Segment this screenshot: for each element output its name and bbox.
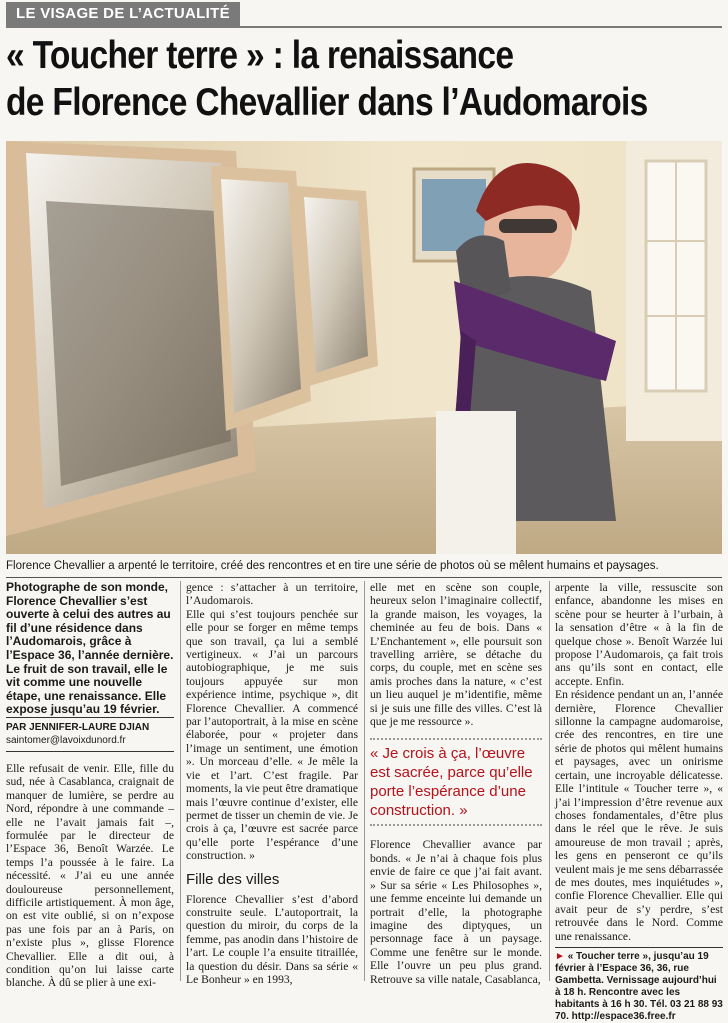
caption-rule xyxy=(6,577,722,578)
author-email[interactable]: saintomer@lavoixdunord.fr xyxy=(6,734,174,752)
article-column-2 xyxy=(186,581,358,986)
arrow-icon: ► xyxy=(555,950,565,962)
body-paragraph: elle met en scène son couple, heureux selon l’imaginaire collectif, la grande maison, les voyages, la cheminée au feu de bois. Dans « L’Enchantement », elle poursuit son travelling arrière, se détache du corps, du couple, met en scène ses amis proches dans la nature, « c’est un lieu auquel je m’identifie, même si je suis une fille des villes. C’est là que je me ressource ». xyxy=(370,581,542,729)
article-photo xyxy=(6,141,722,554)
section-tag: LE VISAGE DE L’ACTUALITÉ xyxy=(6,2,240,26)
event-info-text: « Toucher terre », jusqu’au 19 février à l’Espace 36, 36, rue Gambetta. Vernissage aujourd’hui à 18 h. Rencontre avec les habitants à 16 h 30. Tél. 03 21 88 93 70. http://espace36.free.fr xyxy=(555,950,723,1022)
body-paragraph: Florence Chevallier avance par bonds. « Je n’ai à chaque fois plus envie de faire ce que j’ai fait avant. » Sur sa série « Les Philosophes », une femme enceinte lui demande un portrait d’elle, la photographe imagine des diptyques, un personnage face à un paysage. Comme une fenêtre sur le monde. Elle l’ouvre un peu plus grand. Retrouve sa ville natale, Casablanca, xyxy=(370,838,542,986)
body-paragraph: Florence Chevallier s’est d’abord construite seule. L’autoportrait, la question du miroir, du corps de la femme, pas anodin dans l’histoire de l’art. Le couple l’a ensuite titraillée, la question du désir. Dans sa série « Le Bonheur » en 1993, xyxy=(186,892,358,986)
body-paragraph: Elle refusait de venir. Elle, fille du sud, née à Casablanca, craignait de manquer de lumière, se perdre au Nord, répondre à une commande – elle ne l’avait jamais fait –, formulée par le directeur de l’Espace 36, Benoît Warzée. Le temps l’a poussée à le faire. La nécessité. « J’ai eu une année douloureuse personnellement, difficile artistiquement. À mon âge, on est vite oublié, si on n’expose pas une fois par an à Paris, on n’existe plus », glisse Florence Chevallier. Elle a dit oui, à condition qu’on lui laisse carte blanche. À dû se plier à une exi- xyxy=(6,761,174,990)
body-paragraph: Elle qui s’est toujours penchée sur elle pour se forger en même temps que son travail, ça lui a semblé vertigineux. « J’ai un parcours autobiographique, je me suis toujours appuyée sur mon expérience intime, psychique », dit Florence Chevallier. A commencé par l’autoportrait, à la mise en scène élaborée, pour « projeter dans l’image un sentiment, une émotion ». Un morceau d’elle. « Je mêle la vie et l’art. C’est fragile. Par moments, la vie peut être dramatique mais l’œuvre continue d’exister, elle permet de tisser un chemin de vie. Je crois à ça, l’œuvre est sacrée parce qu’elle porte l’espérance d’une construction. » xyxy=(186,607,358,863)
event-info-box xyxy=(555,947,723,1023)
body-paragraph: arpente la ville, ressuscite son enfance, abandonne les mises en scène pour se heurter à l’urbain, à la sensation d’être « à la fin de quelque chose ». Benoît Warzée lui propose l’Audomarois, ça fait trois ans qu’ils sont en contact, elle accepte. Enfin. xyxy=(555,581,723,688)
body-paragraph: gence : s’attacher à un territoire, l’Audomarois. xyxy=(186,581,358,608)
section-rule xyxy=(6,26,722,28)
column-rule xyxy=(180,581,181,981)
article-column-3 xyxy=(370,581,542,986)
headline-line-1: « Toucher terre » : la renaissance xyxy=(6,34,514,77)
column-rule xyxy=(364,581,365,981)
article-column-1 xyxy=(6,580,174,990)
article-column-4 xyxy=(555,581,723,1022)
article-lead: Photographe de son monde, Florence Chevallier s’est ouverte à celui des autres au fil d’une résidence dans l’Audomarois, grâce à l’Espace 36, l’année dernière. Le fruit de son travail, elle le vit comme une nouvelle étape, une renaissance. Elle expose jusqu’au 19 février. xyxy=(6,580,174,717)
photo-illustration xyxy=(6,141,722,554)
byline: PAR JENNIFER-LAURE DJIAN xyxy=(6,717,174,734)
headline xyxy=(6,32,648,126)
pull-quote: « Je crois à ça, l’œuvre est sacrée, parce qu’elle porte l’espérance d’une construction. » xyxy=(370,738,542,826)
column-rule xyxy=(549,581,550,981)
body-paragraph: En résidence pendant un an, l’année dernière, Florence Chevallier sillonne la campagne audomaroise, crée des rencontres, en tire une série de photos qui mêlent humains et paysages, avec un onirisme certain, une incroyable délicatesse. Elle l’intitule « Toucher terre », « j’ai l’impression d’être revenue aux choses fondamentales, d’être plus dans le réel que le rêve. Je suis amoureuse de mon travail ; après, les gens en penseront ce qu’ils veulent mais je me sens débarrassée de mes doutes, mes inquiétudes », confie Florence Chevallier. Elle qui avait peur de s’y perdre, s’est retrouvée dans le Nord. Comme une renaissance. xyxy=(555,688,723,943)
subheading: Fille des villes xyxy=(186,870,280,888)
headline-line-2: de Florence Chevallier dans l’Audomarois xyxy=(6,81,648,124)
photo-caption: Florence Chevallier a arpenté le territoire, créé des rencontres et en tire une série de photos où se mêlent humains et paysages. xyxy=(6,560,659,572)
